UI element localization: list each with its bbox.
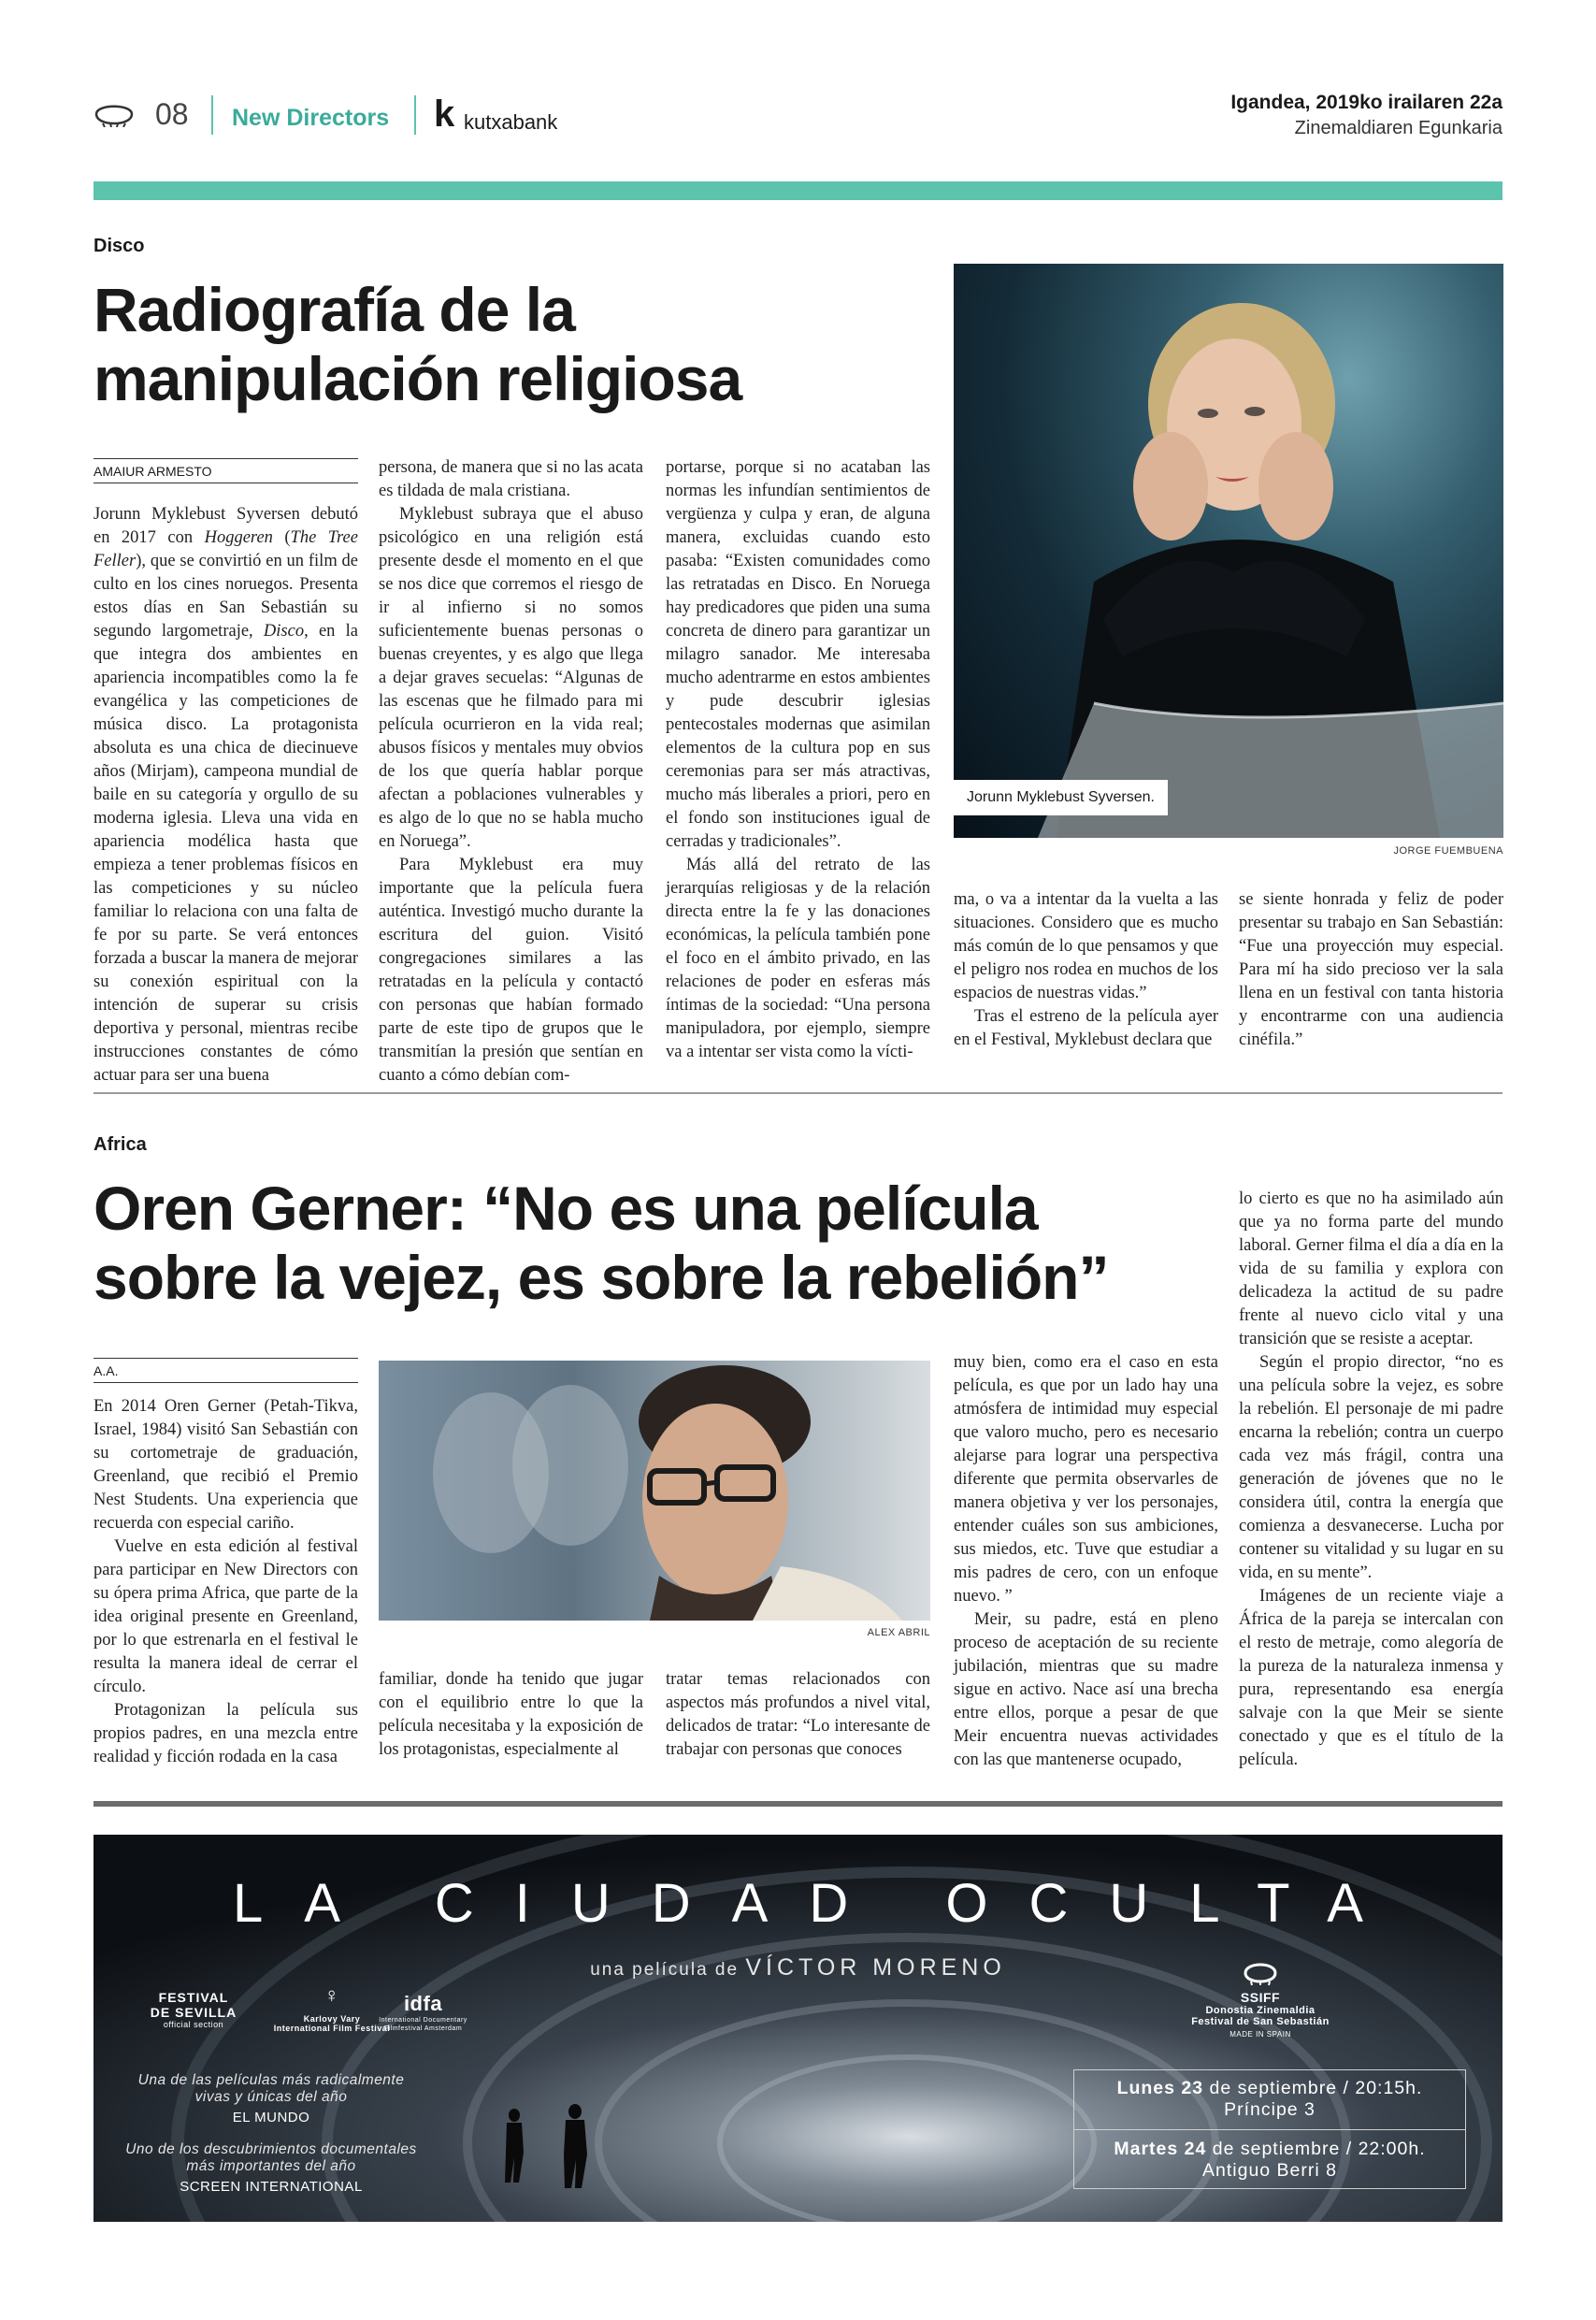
- photo-caption: Jorunn Myklebust Syversen.: [954, 780, 1168, 815]
- ssiff-logo: SSIFF Donostia Zinemaldia Festival de San Sebastián MADE IN SPAIN: [1186, 1956, 1335, 2039]
- article2-byline: A.A.: [93, 1358, 358, 1383]
- article1-column-1: [93, 503, 358, 1088]
- screening-schedule: [1073, 2069, 1466, 2189]
- article2-kicker: Africa: [93, 1134, 147, 1155]
- page-number: 08: [155, 97, 189, 131]
- laurel-sevilla: FESTIVAL DE SEVILLA official section: [150, 1990, 237, 2029]
- article2-column-5: [1239, 1188, 1503, 1772]
- section-name: New Directors: [232, 105, 390, 131]
- sponsor-name: kutxabank: [464, 110, 558, 134]
- quote-source: SCREEN INTERNATIONAL: [180, 2179, 363, 2195]
- paragraph: lo cierto es que no ha asimilado aún que ya no forma parte del mundo laboral. Gerner filma el día a día en la vida de su familia y explora con delicadeza la actitud de su padre frente al nuevo ciclo vital y una transición que se resiste a aceptar.: [1239, 1189, 1503, 1348]
- karlovy-vary-icon: ♀: [324, 1983, 340, 2007]
- quote-source: EL MUNDO: [232, 2110, 310, 2125]
- article1-column-2: [379, 456, 643, 1088]
- paragraph: Meir, su padre, está en pleno proceso de aceptación de su reciente jubilación, mientras que su madre sigue en activo. Nace así una brecha entre ellos, porque a pesar de que Meir encuentra nuevas actividades con las que mantenerse ocupado,: [954, 1610, 1218, 1769]
- paragraph: portarse, porque si no acataban las normas les infundían sentimientos de vergüenza y culpa y eran, de alguna manera, excluidas cuando esto pasaba: “Existen comunidades como las retratadas en Disco. En Noruega hay predicadores que piden una suma concreta de dinero para garantizar un milagro sanador. Me interesaba mucho adentrarme en estos ambientes y pude descubrir iglesias pentecostales modernas que asimilan elementos de la cultura pop en sus ceremonias para ser más atractivas, mucho más liberales a priori, pero en el fondo son instituciones igual de cerradas y tradicionales”.: [666, 458, 930, 851]
- paragraph: Vuelve en esta edición al festival para participar en New Directors con su ópera prima Africa, que parte de la idea original presente en Greenland, por lo que estrenarla en el festival le resulta la manera ideal de cerrar el círculo.: [93, 1537, 358, 1696]
- paragraph: Jorunn Myklebust Syversen debutó en 2017 con Hoggeren (The Tree Feller), que se convirtió en un film de culto en los cines noruegos. Presenta estos días en San Sebastián su segundo largometraje, Disco, en la que integra dos ambientes en apariencia incompatibles como la fe evangélica y las competiciones de música disco. La protagonista absoluta es una chica de diecinueve años (Mirjam), campeona mundial de baile en su categoría y orgullo de su moderna iglesia. Lleva una vida en apariencia modélica hasta que empieza a tener problemas físicos en las competiciones y su núcleo familiar lo relaciona con una falta de fe por su parte. Se verá entonces forzada a buscar la manera de mejorar su conexión espiritual con la intención de superar su crisis deportiva y personal, mientras recibe instrucciones constantes de cómo actuar para ser una buena: [93, 505, 358, 1085]
- sponsor-logo-icon: k: [434, 94, 455, 135]
- header-divider: [414, 95, 416, 135]
- credit-prefix: una película de: [590, 1960, 740, 1980]
- headline-line: manipulación religiosa: [93, 344, 742, 413]
- paragraph: Más allá del retrato de las jerarquías religiosas y de la relación directa entre la fe y las donaciones económicas, la película también pone el foco en el ámbito privado, en las relaciones de poder en esferas más íntimas de la sociedad: “Una persona manipuladora, por ejemplo, siempre va a intentar ser vista como la vícti-: [666, 856, 930, 1061]
- paragraph: ma, o va a intentar da la vuelta a las situaciones. Considero que es mucho más común de lo que pensamos y que el peligro nos rodea en muchos de los espacios de nuestras vidas.”: [954, 890, 1218, 1002]
- article2-headline: [93, 1174, 1234, 1312]
- laurel-idfa: idfa International Documentary Filmfestival Amsterdam: [379, 1992, 467, 2032]
- article2-column-1: [93, 1395, 358, 1769]
- article1-kicker: Disco: [93, 236, 145, 256]
- article1-photo: [954, 264, 1503, 838]
- ssiff-shell-icon: [1186, 1956, 1335, 1990]
- paragraph: Tras el estreno de la película ayer en el Festival, Myklebust declara que: [954, 1007, 1218, 1049]
- header-color-bar: [93, 181, 1503, 200]
- review-quote-1: Una de las películas más radicalmente vivas y únicas del año EL MUNDO: [122, 2072, 421, 2125]
- header-divider: [211, 95, 213, 135]
- headline-line: Oren Gerner: “No es una película: [93, 1174, 1038, 1243]
- headline-line: Radiografía de la: [93, 275, 575, 344]
- schedule-divider: [1074, 2129, 1465, 2130]
- photo-credit: JORGE FUEMBUENA: [1393, 845, 1503, 857]
- headline-line: sobre la vejez, es sobre la rebelión”: [93, 1243, 1109, 1312]
- screening-2-date: Martes 24 de septiembre / 22:00h.: [1114, 2139, 1426, 2159]
- paragraph: Para Myklebust era muy importante que la película fuera auténtica. Investigó mucho durante la escritura del guion. Visitó congregaciones similares a las retratadas en la película y contactó con personas que habían formado parte de este tipo de grupos que le transmitían la presión que sentían en cuanto a cómo debían com-: [379, 856, 643, 1085]
- paragraph: muy bien, como era el caso en esta película, es que por un lado hay una atmósfera de intimidad muy especial que valoro mucho, pero es necesario alejarse para lograr una perspectiva diferente que permita observarles de manera objetiva y ver los personajes, entender cuáles son sus ambiciones, sus miedos, etc. Tuve que estudiar a mis padres de cero, con un enfoque nuevo. ”: [954, 1353, 1218, 1606]
- screening-1-date: Lunes 23 de septiembre / 20:15h.: [1116, 2078, 1423, 2098]
- publication-name: Zinemaldiaren Egunkaria: [1294, 118, 1503, 138]
- paragraph: Protagonizan la película sus propios padres, en una mezcla entre realidad y ficción rodada en la casa: [93, 1701, 358, 1766]
- article2-column-4: [954, 1351, 1218, 1772]
- article1-byline: AMAIUR ARMESTO: [93, 458, 358, 483]
- article2-column-2: [379, 1668, 643, 1762]
- article1-column-5: [1239, 888, 1503, 1052]
- paragraph: Imágenes de un reciente viaje a África de la pareja se intercalan con el resto de metraje, como alegoría de la pureza de la naturaleza inmensa y pura, representando esa energía salvaje con la que Meir se siente conectado y que es el título de la película.: [1239, 1587, 1503, 1769]
- article2-photo: [379, 1361, 930, 1621]
- director-name: VÍCTOR MORENO: [745, 1954, 1006, 1981]
- paragraph: persona, de manera que si no las acata es tildada de mala cristiana.: [379, 458, 643, 500]
- issue-date: Igandea, 2019ko irailaren 22a: [1230, 92, 1503, 113]
- article-separator: [93, 1092, 1503, 1094]
- screening-2-venue: Antiguo Berri 8: [1202, 2160, 1337, 2181]
- article1-column-3: [666, 456, 930, 1064]
- laurel-karlovy-vary: ♀ Karlovy Vary International Film Festival: [252, 1984, 411, 2033]
- festival-logo-icon: [93, 99, 135, 127]
- film-title: LA CIUDAD OCULTA: [233, 1873, 1404, 1934]
- paragraph: tratar temas relacionados con aspectos más profundos a nivel vital, delicados de tratar: “Lo interesante de trabajar con personas que conoces: [666, 1670, 930, 1759]
- article1-headline: [93, 275, 935, 413]
- review-quote-2: Uno de los descubrimientos documentales más importantes del año SCREEN INTERNATIONAL: [122, 2141, 421, 2195]
- paragraph: En 2014 Oren Gerner (Petah-Tikva, Israel, 1984) visitó San Sebastián con su cortometraje de graduación, Greenland, que recibió el Premio Nest Students. Una experiencia que recuerda con especial cariño.: [93, 1397, 358, 1533]
- paragraph: Myklebust subraya que el abuso psicológico en una religión está presente desde el momento en el que se nos dice que corremos el riesgo de ir al infierno si no somos suficientemente buenas personas o buenas creyentes, y es algo que llega a dejar graves secuelas: “Algunas de las escenas que he filmado para mi película ocurrieron en la vida real; abusos físicos y mentales muy obvios de los que quería hablar porque afectan a poblaciones vulnerables y es algo de lo que no se habla mucho en Noruega”.: [379, 505, 643, 851]
- photo-credit: ALEX ABRIL: [867, 1627, 930, 1638]
- paragraph: familiar, donde ha tenido que jugar con el equilibrio entre lo que la película necesitaba y la exposición de los protagonistas, especialmente al: [379, 1670, 643, 1759]
- ad-separator: [93, 1801, 1503, 1807]
- film-advertisement: [93, 1835, 1503, 2222]
- article1-column-4: [954, 888, 1218, 1052]
- screening-1-venue: Príncipe 3: [1224, 2099, 1316, 2120]
- paragraph: se siente honrada y feliz de poder presentar su trabajo en San Sebastián: “Fue una proyección muy especial. Para mí ha sido precioso ver la sala llena en un festival con tanta historia y encontrarme con una audiencia cinéfila.”: [1239, 890, 1503, 1049]
- article2-column-3: [666, 1668, 930, 1762]
- paragraph: Según el propio director, “no es una película sobre la vejez, es sobre la rebelión. El personaje de mi padre encarna la rebelión; contra un cuerpo cada vez más frágil, contra una generación de jóvenes que no le considera útil, contra la energía que comienza a desvanecerse. Lucha por contener su vitalidad y su lugar en su vida, en su mente”.: [1239, 1353, 1503, 1582]
